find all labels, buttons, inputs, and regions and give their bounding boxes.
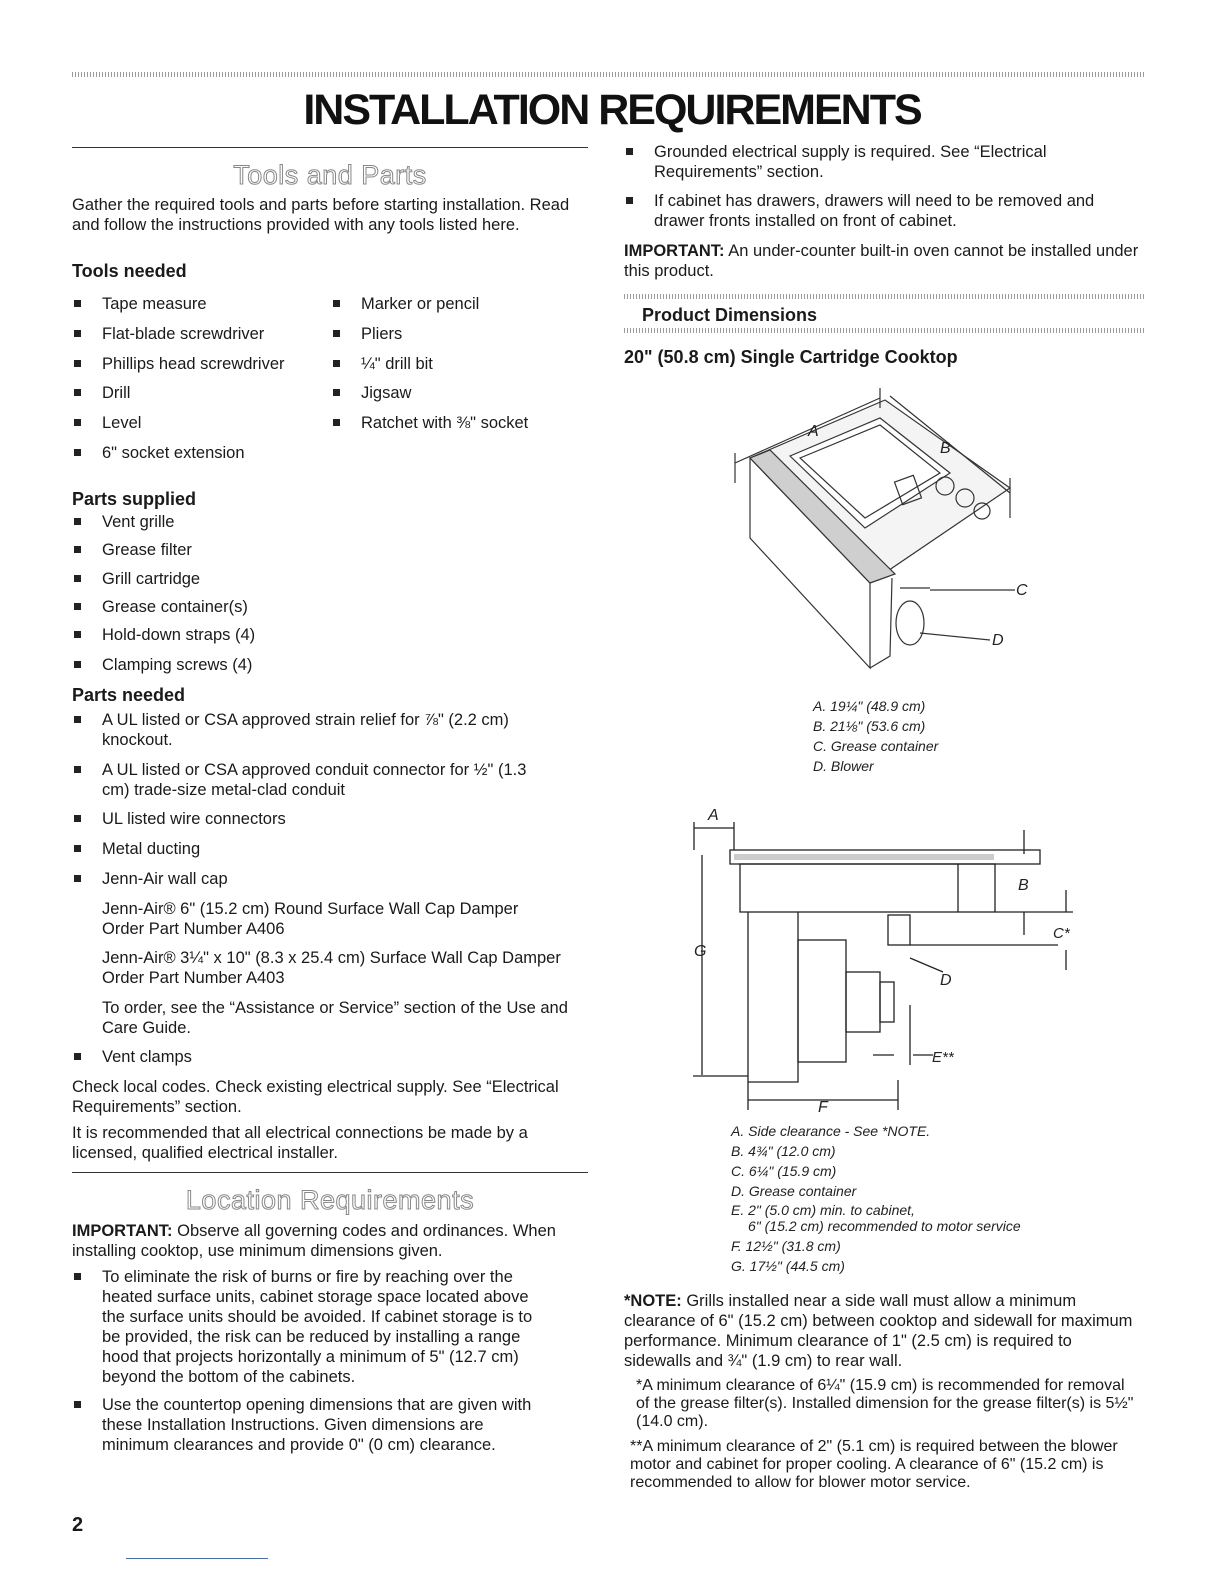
important-text: An under-counter built-in oven cannot be installed under this product. [624,242,1139,280]
note [624,1291,1134,1371]
tools-needed-heading: Tools needed [72,261,187,281]
list-item: UL listed wire connectors [72,809,286,829]
list-item: If cabinet has drawers, drawers will need to be removed and drawer fronts installed on front of cabinet. [624,191,1134,231]
cooktop-heading: 20" (50.8 cm) Single Cartridge Cooktop [624,347,958,367]
footer-line [126,1558,268,1559]
cooktop-isometric-diagram [730,378,1050,688]
fig2-caption-a: A. Side clearance - See *NOTE. [731,1123,931,1139]
wallcap-a406: Jenn-Air® 6" (15.2 cm) Round Surface Wall Cap Damper Order Part Number A406 [102,900,519,938]
note-star: *A minimum clearance of 6¼" (15.9 cm) is recommended for removal of the grease filter(s). Installed dimension for the grease filter(s) is 5½" (14.0 cm). [636,1377,1134,1430]
right-important [624,241,1144,281]
fig1-label-d: D [992,632,1004,649]
fig1-label-c: C [1016,582,1028,599]
product-dimensions-heading: Product Dimensions [642,305,818,325]
list-item: Pliers [331,324,402,344]
page-title: INSTALLATION REQUIREMENTS [303,86,921,134]
product-dims-hatch-top [624,294,1144,299]
list-item: Phillips head screwdriver [72,354,285,374]
list-item: Vent clamps [72,1047,192,1067]
note-text: Grills installed near a side wall must allow a minimum clearance of 6" (15.2 cm) between cooktop and sidewall for maximum performance. Minimum clearance of 1" (2.5 cm) is required to sidewalls and ¾" (1.9 cm) to rear wall. [624,1292,1133,1370]
check-codes: Check local codes. Check existing electrical supply. See “Electrical Requirements” section. [72,1078,559,1116]
fig2-caption-c: C. 6¼" (15.9 cm) [731,1163,837,1179]
location-heading: Location Requirements [185,1185,475,1215]
list-item: Grill cartridge [72,569,200,589]
list-item: Grease filter [72,540,192,560]
list-item: Grounded electrical supply is required. See “Electrical Requirements” section. [624,142,1104,182]
fig2-label-d: D [940,972,952,989]
recommend-installer: It is recommended that all electrical connections be made by a licensed, qualified electrical installer. [72,1124,528,1162]
tools-parts-heading: Tools and Parts [233,160,427,190]
list-item: A UL listed or CSA approved conduit connector for ½" (1.3 cm) trade-size metal-clad conduit [72,760,532,800]
fig2-caption-f: F. 12½" (31.8 cm) [731,1238,841,1254]
fig2-label-c: C* [1053,925,1070,942]
list-item: ¼" drill bit [331,354,433,374]
list-item: Tape measure [72,294,207,314]
tools-intro: Gather the required tools and parts before starting installation. Read and follow the instructions provided with any tools listed here. [72,196,570,234]
fig2-label-a: A [708,807,719,824]
top-hatch-rule [72,72,1144,77]
important-label: IMPORTANT: [624,242,725,260]
fig2-label-e: E** [932,1049,954,1066]
important-text: Observe all governing codes and ordinances. When installing cooktop, use minimum dimensions given. [72,1222,556,1260]
fig2-label-b: B [1018,877,1029,894]
fig2-caption-b: B. 4¾" (12.0 cm) [731,1143,836,1159]
list-item: 6" socket extension [72,443,245,463]
note-double-star: **A minimum clearance of 2" (5.1 cm) is required between the blower motor and cabinet for proper cooling. A clearance of 6" (15.2 cm) is recommended to allow for blower motor service. [630,1438,1118,1491]
list-item: Clamping screws (4) [72,655,252,675]
list-item: Drill [72,383,130,403]
list-item: Level [72,413,141,433]
parts-needed-heading: Parts needed [72,685,186,705]
location-rule [72,1172,588,1173]
product-dims-hatch-bottom [624,328,1144,333]
fig2-caption-d: D. Grease container [731,1183,857,1199]
wallcap-a403: Jenn-Air® 3¼" x 10" (8.3 x 25.4 cm) Surface Wall Cap Damper Order Part Number A403 [102,949,561,987]
list-item: Jenn-Air wall cap [72,869,228,889]
tools-rule [72,147,588,148]
parts-supplied-heading: Parts supplied [72,489,197,509]
list-item: Ratchet with ⅜" socket [331,413,528,433]
fig2-caption-g: G. 17½" (44.5 cm) [731,1258,845,1274]
fig1-caption-d: D. Blower [813,758,874,774]
list-item: Metal ducting [72,839,200,859]
wallcap-order: To order, see the “Assistance or Service” section of the Use and Care Guide. [102,999,568,1037]
fig1-caption-c: C. Grease container [813,738,939,754]
list-item: Vent grille [72,512,174,532]
fig2-label-g: G [694,943,707,960]
list-item: Hold-down straps (4) [72,625,255,645]
important-label: IMPORTANT: [72,1222,173,1240]
list-item: To eliminate the risk of burns or fire by reaching over the heated surface units, cabinet storage space located above the surface units should be avoided. If cabinet storage is to be provided, the risk can be reduced by installing a range hood that projects horizontally a minimum of 5" (12.7 cm) beyond the bottom of the cabinets. [72,1267,552,1387]
fig1-caption-b: B. 21⅛" (53.6 cm) [813,718,926,734]
list-item: Grease container(s) [72,597,248,617]
location-important [72,1221,562,1261]
fig2-label-f: F [818,1099,828,1116]
fig1-caption-a: A. 19¼" (48.9 cm) [813,698,926,714]
fig1-label-a: A [808,423,819,440]
fig2-caption-e2: 6" (15.2 cm) recommended to motor service [748,1218,1021,1234]
list-item: Marker or pencil [331,294,479,314]
fig2-caption-e: E. 2" (5.0 cm) min. to cabinet, [731,1202,915,1218]
fig1-label-b: B [940,440,951,457]
list-item: Use the countertop opening dimensions that are given with these Installation Instructions. Given dimensions are minimum clearances and provide 0" (0 cm) clearance. [72,1395,552,1455]
list-item: Flat-blade screwdriver [72,324,264,344]
note-label: *NOTE: [624,1292,682,1310]
page-number: 2 [72,1514,84,1536]
cooktop-side-section-diagram [688,800,1088,1120]
list-item: A UL listed or CSA approved strain relief for ⅞" (2.2 cm) knockout. [72,710,552,750]
list-item: Jigsaw [331,383,411,403]
